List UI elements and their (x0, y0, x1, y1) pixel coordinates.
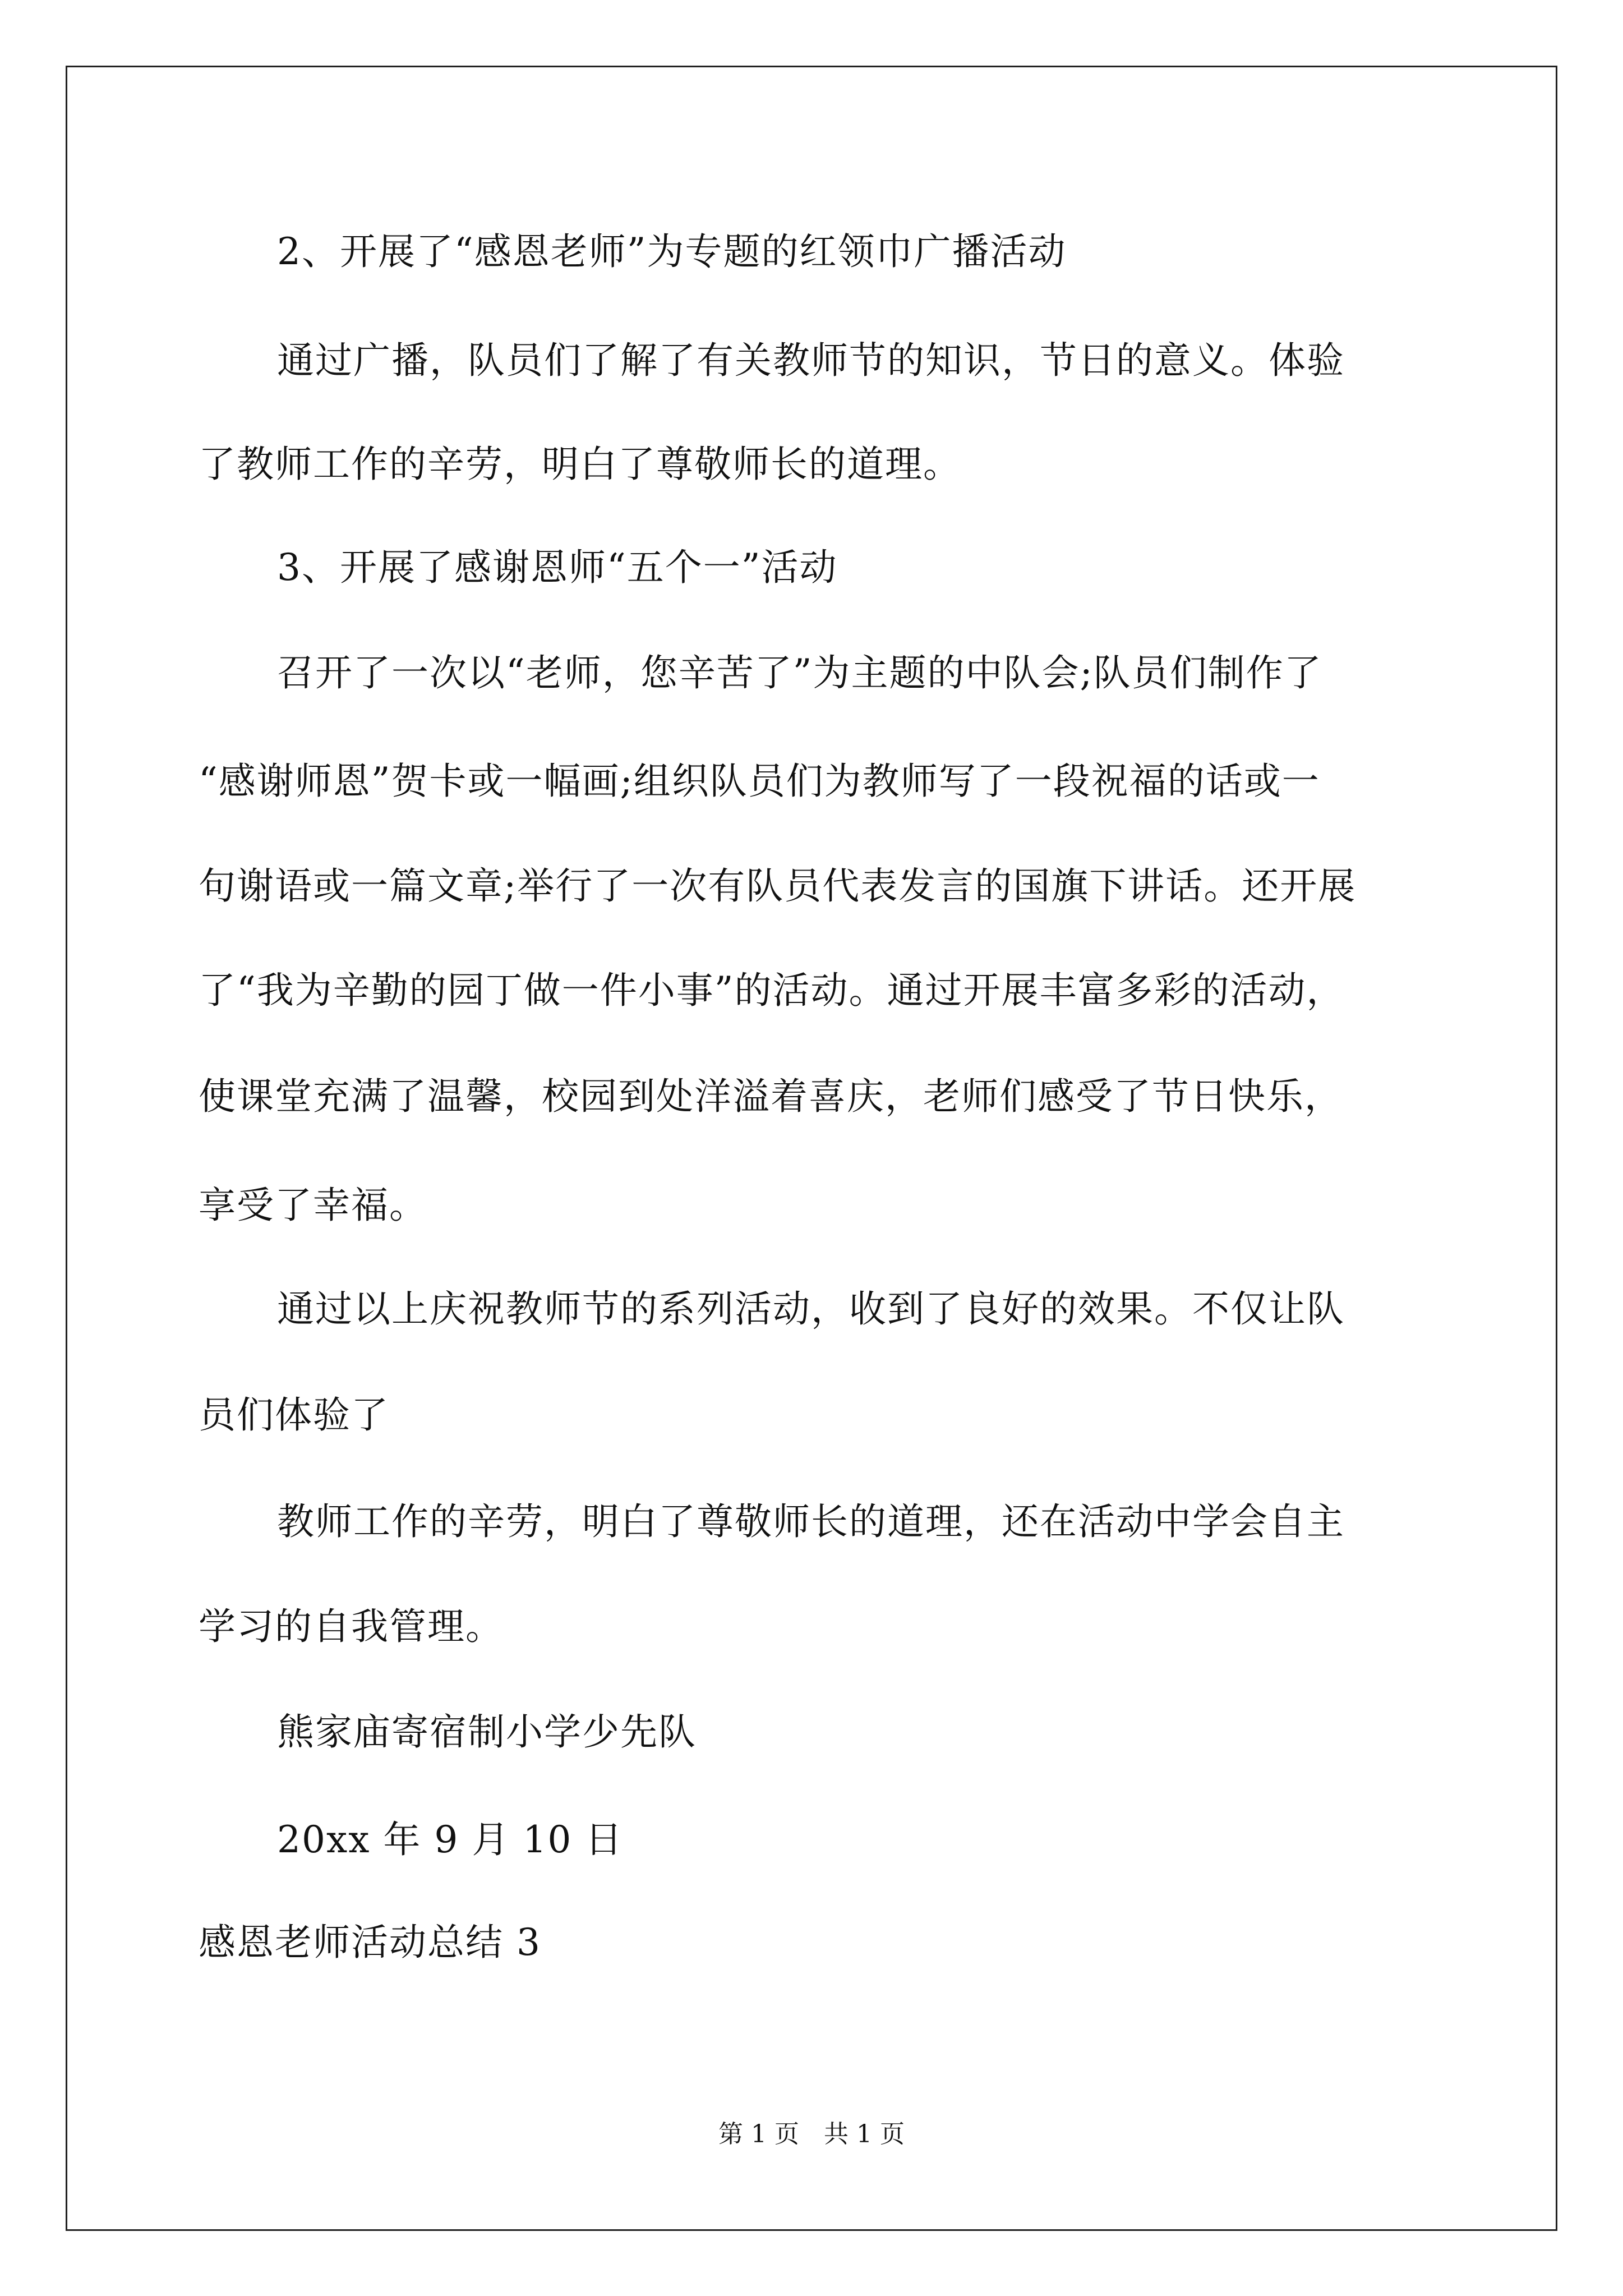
paragraph-line: 召开了一次以“老师，您辛苦了”为主题的中队会;队员们制作了 (277, 651, 1322, 694)
paragraph-line: “感谢师恩”贺卡或一幅画;组织队员们为教师写了一段祝福的话或一 (199, 760, 1320, 803)
next-section-title: 感恩老师活动总结 3 (199, 1921, 541, 1964)
page-number-footer: 第 1 页 共 1 页 (718, 2120, 905, 2148)
paragraph-line: 句谢语或一篇文章;举行了一次有队员代表发言的国旗下讲话。还开展 (199, 864, 1357, 908)
signature-date: 20xx 年 9 月 10 日 (277, 1818, 624, 1861)
section-heading-3: 3、开展了感谢恩师“五个一”活动 (277, 546, 838, 589)
signature-organization: 熊家庙寄宿制小学少先队 (277, 1710, 697, 1754)
paragraph-line: 通过广播，队员们了解了有关教师节的知识，节日的意义。体验 (277, 339, 1345, 382)
paragraph-line: 通过以上庆祝教师节的系列活动，收到了良好的效果。不仅让队 (277, 1287, 1345, 1331)
paragraph-line: 享受了幸福。 (199, 1184, 427, 1227)
paragraph-line: 员们体验了 (199, 1393, 389, 1437)
paragraph-line: 了教师工作的辛劳，明白了尊敬师长的道理。 (199, 443, 961, 486)
page-border (66, 66, 1557, 2231)
paragraph-line: 学习的自我管理。 (199, 1605, 504, 1648)
paragraph-line: 了“我为辛勤的园丁做一件小事”的活动。通过开展丰富多彩的活动， (199, 969, 1345, 1012)
section-heading-2: 2、开展了“感恩老师”为专题的红领巾广播活动 (277, 230, 1067, 273)
paragraph-line: 使课堂充满了温馨，校园到处洋溢着喜庆，老师们感受了节日快乐， (199, 1075, 1343, 1118)
paragraph-line: 教师工作的辛劳，明白了尊敬师长的道理，还在活动中学会自主 (277, 1500, 1345, 1543)
